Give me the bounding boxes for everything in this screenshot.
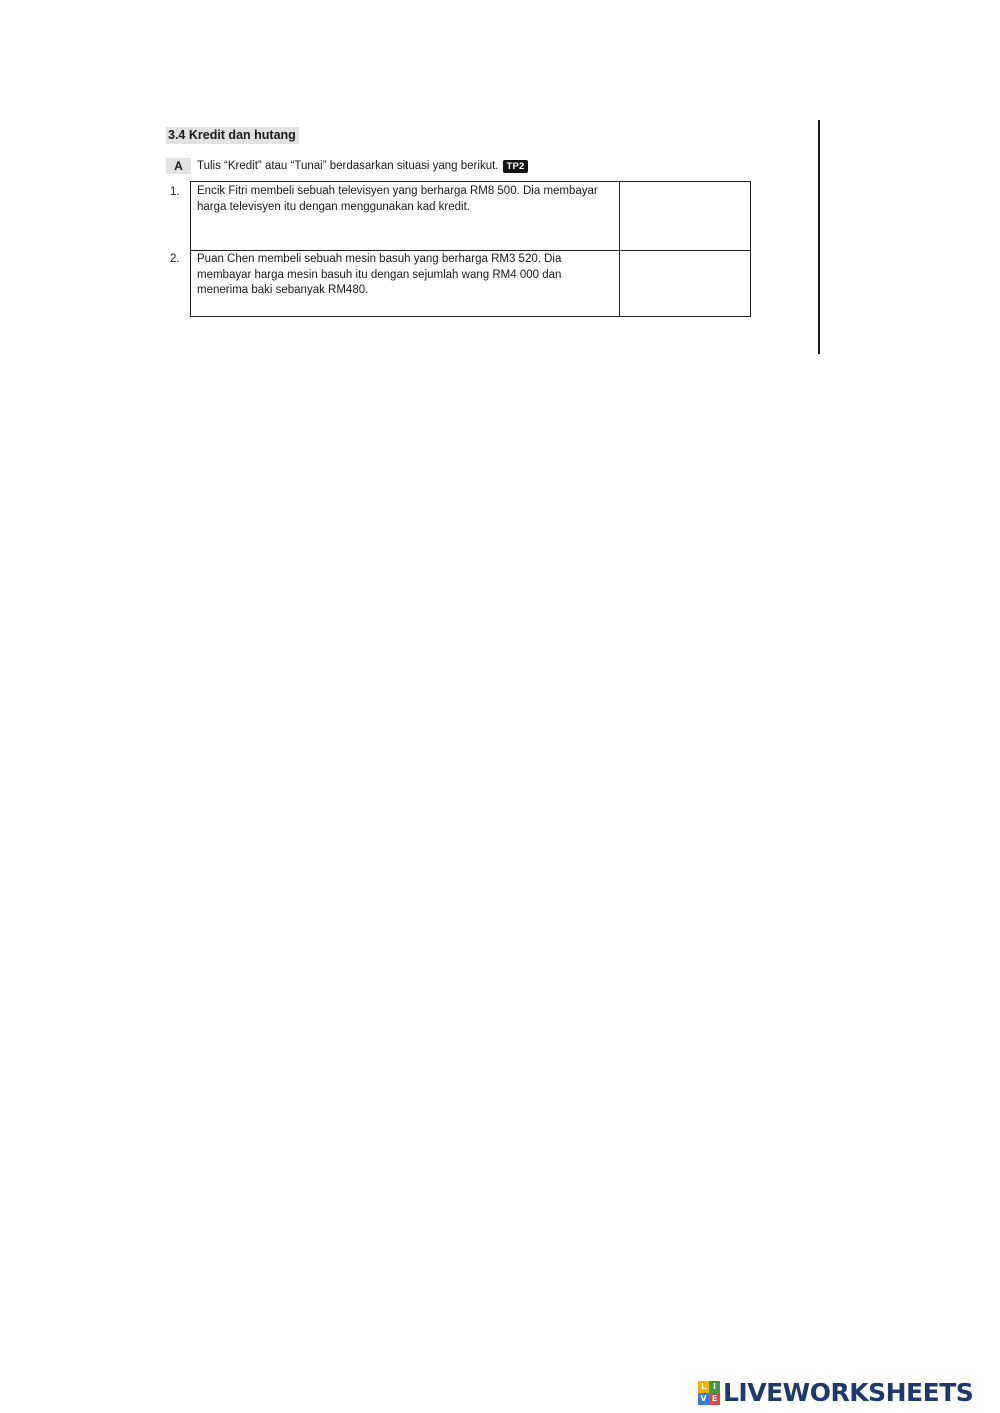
section-label: A [166, 158, 191, 174]
watermark-text: LIVEWORKSHEETS [723, 1378, 974, 1407]
answer-cell [619, 182, 750, 250]
liveworksheets-logo-icon [698, 1381, 720, 1405]
liveworksheets-watermark [698, 1378, 973, 1408]
answer-input-2[interactable] [620, 250, 750, 316]
question-text: Puan Chen membeli sebuah mesin basuh yang berharga RM3 520. Dia membayar harga mesin basuh itu dengan sejumlah wang RM4 000 dan menerima baki sebanyak RM480. [197, 253, 562, 296]
logo-letter: E [709, 1393, 720, 1405]
section-title: 3.4 Kredit dan hutang [166, 127, 299, 144]
logo-letter: L [698, 1381, 709, 1393]
page-margin-line [818, 120, 820, 354]
table-row [191, 182, 750, 251]
instruction-text: Tulis “Kredit” atau “Tunai” berdasarkan situasi yang berikut. [197, 160, 499, 172]
answer-cell [619, 250, 750, 316]
logo-letter: I [709, 1381, 720, 1393]
tp-level-badge: TP2 [503, 160, 527, 173]
logo-letter: V [698, 1393, 709, 1405]
question-table [190, 181, 751, 317]
question-text: Encik Fitri membeli sebuah televisyen yang berharga RM8 500. Dia membayar harga televisyen itu dengan menggunakan kad kredit. [197, 185, 598, 213]
question-number: 2. [170, 253, 180, 265]
table-row [191, 250, 750, 316]
answer-input-1[interactable] [620, 182, 750, 250]
instruction-row [166, 157, 528, 175]
question-number: 1. [170, 186, 180, 198]
